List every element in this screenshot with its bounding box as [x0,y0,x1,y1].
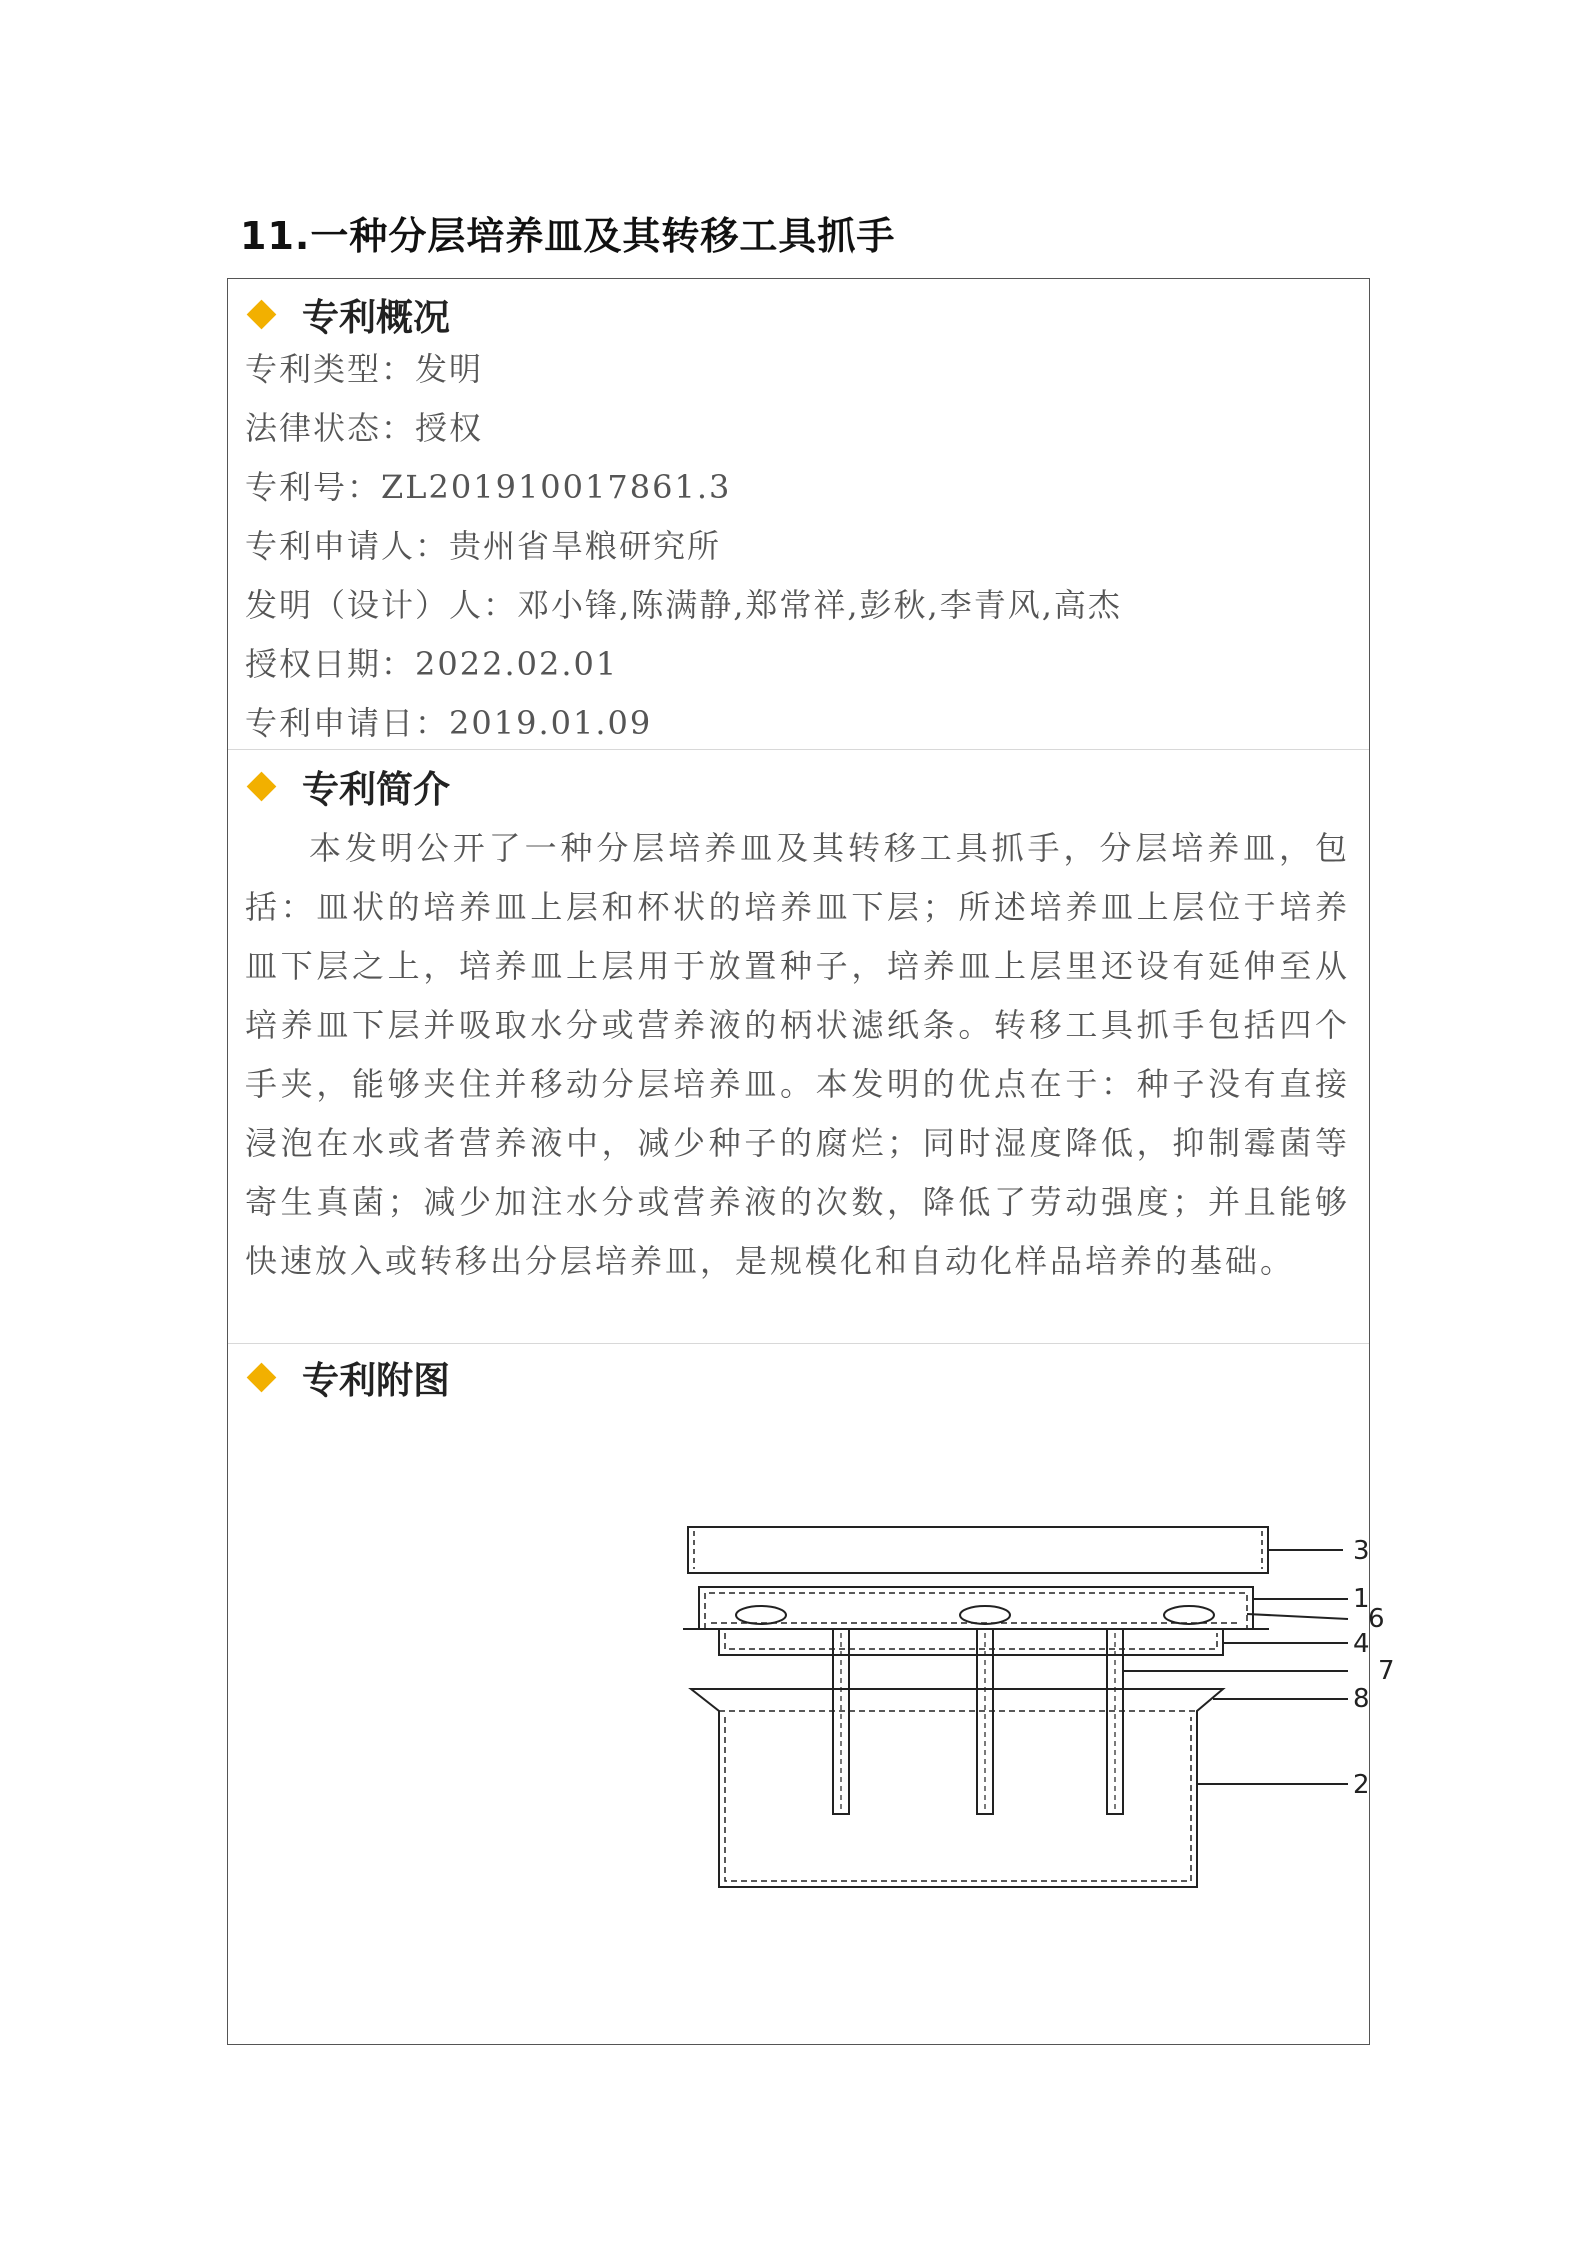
info-label: 专利申请人： [245,527,450,565]
intro-heading: 专利简介 [302,768,450,811]
figure-heading: 专利附图 [302,1359,450,1402]
page-title: 11.一种分层培养皿及其转移工具抓手 [240,214,896,258]
info-row-legal-status [245,408,483,448]
callout-label: 8 [1353,1684,1370,1714]
overview-header [245,289,450,339]
diamond-bullet-icon [247,1362,277,1392]
filter-paper-strips [833,1629,1123,1814]
patent-card [227,278,1395,2045]
callout-label: 3 [1353,1536,1370,1566]
lid-outline [688,1527,1268,1573]
upper-dish-base [719,1629,1223,1655]
info-value: 邓小锋,陈满静,郑常祥,彭秋,李青风,高杰 [517,586,1122,624]
info-value: ZL201910017861.3 [381,468,732,506]
info-label: 法律状态： [245,409,416,447]
info-value: 贵州省旱粮研究所 [449,527,722,565]
seed-pad-ellipse [1164,1606,1214,1624]
callout-label: 1 [1353,1584,1370,1614]
info-row-patent-number [245,467,731,507]
info-value: 授权 [415,409,484,447]
section-divider [228,749,1369,750]
overview-heading: 专利概况 [302,296,450,339]
info-label: 专利号： [245,468,382,506]
callout-label: 7 [1378,1656,1395,1686]
info-row-application-date [245,703,652,743]
info-value: 2019.01.09 [449,704,653,742]
seed-pad-ellipse [960,1606,1010,1624]
callout-label: 4 [1353,1629,1370,1659]
info-label: 发明（设计）人： [245,586,518,624]
diamond-bullet-icon [247,771,277,801]
info-label: 授权日期： [245,645,416,683]
callout-label: 2 [1353,1770,1370,1800]
info-row-grant-date [245,644,618,684]
info-row-applicant [245,526,721,566]
diamond-bullet-icon [247,299,277,329]
intro-header [245,761,450,811]
section-divider [228,1343,1369,1344]
figure-header [245,1352,450,1402]
info-value: 2022.02.01 [415,645,619,683]
info-row-patent-type [245,349,483,389]
lower-cup-outline [691,1689,1223,1887]
callout-label: 6 [1368,1604,1385,1634]
patent-drawing [443,1519,1395,1919]
seed-pad-ellipse [736,1606,786,1624]
info-row-inventors [245,585,1122,625]
info-label: 专利申请日： [245,704,450,742]
info-value: 发明 [415,350,484,388]
info-label: 专利类型： [245,350,416,388]
abstract-text: 本发明公开了一种分层培养皿及其转移工具抓手，分层培养皿，包括：皿状的培养皿上层和杯状的培养皿下层；所述培养皿上层位于培养皿下层之上，培养皿上层用于放置种子，培养皿上层里还设有延伸至从培养皿下层并吸取水分或营养液的柄状滤纸条。转移工具抓手包括四个手夹，能够夹住并移动分层培养皿。本发明的优点在于：种子没有直接浸泡在水或者营养液中，减少种子的腐烂；同时湿度降低，抑制霉菌等寄生真菌；减少加注水分或营养液的次数，降低了劳动强度；并且能够快速放入或转移出分层培养皿，是规模化和自动化样品培养的基础。 [245,829,1350,1280]
